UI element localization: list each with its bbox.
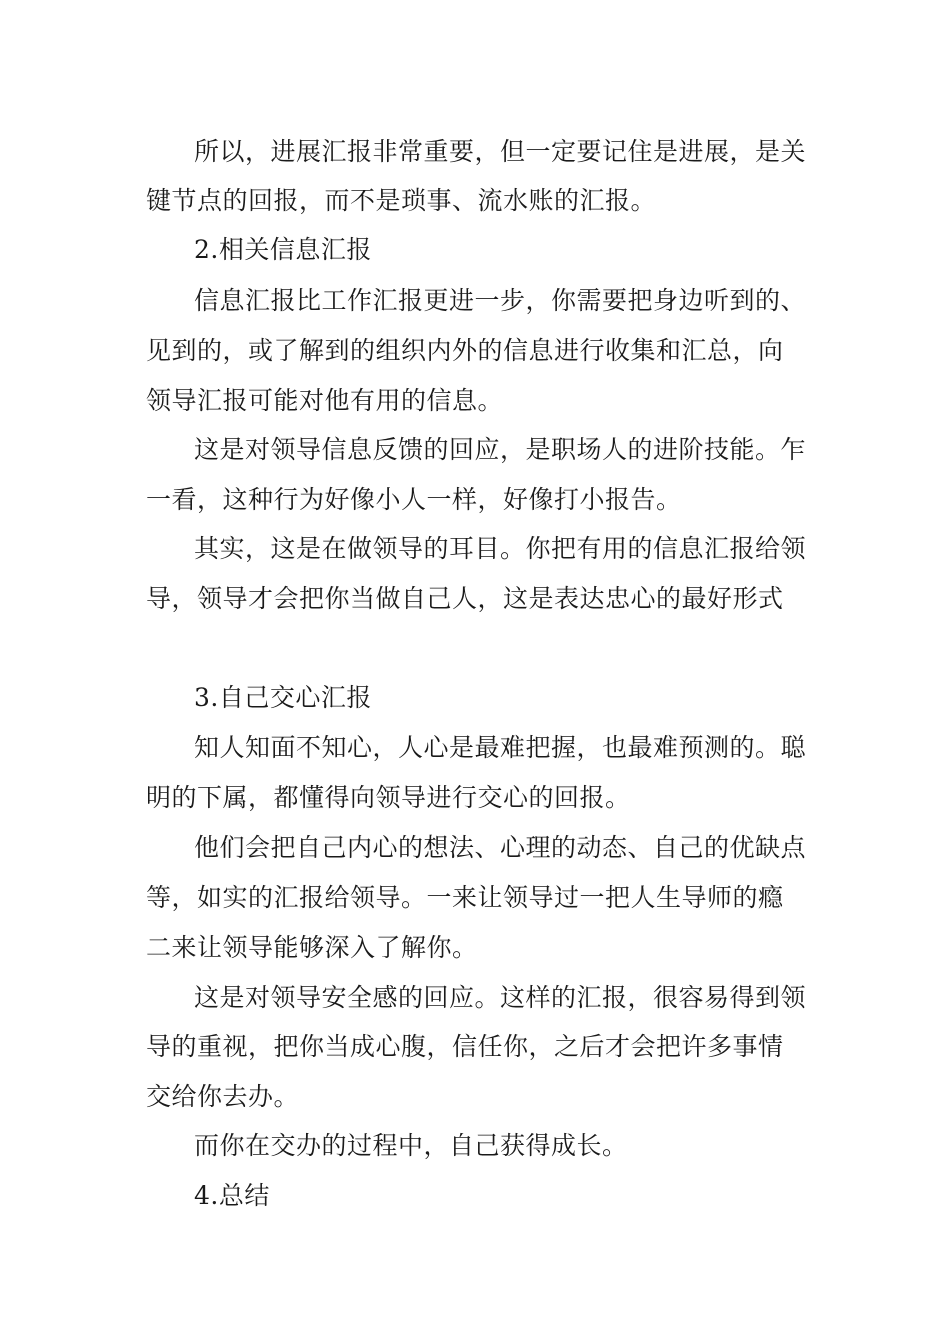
- paragraph-line: 明的下属，都懂得向领导进行交心的回报。: [146, 783, 631, 812]
- paragraph-line: 所以，进展汇报非常重要，但一定要记住是进展，是关: [194, 137, 807, 166]
- paragraph-line: 知人知面不知心，人心是最难把握，也最难预测的。聪: [194, 733, 807, 762]
- paragraph-line: 交给你去办。: [146, 1082, 300, 1111]
- section-heading: 3.自己交心汇报: [194, 683, 372, 712]
- paragraph-line: 领导汇报可能对他有用的信息。: [146, 386, 504, 415]
- paragraph-line: 而你在交办的过程中，自己获得成长。: [194, 1131, 628, 1160]
- paragraph-line: 导的重视，把你当成心腹，信任你，之后才会把许多事情: [146, 1032, 784, 1061]
- paragraph-line: 等，如实的汇报给领导。一来让领导过一把人生导师的瘾: [146, 883, 784, 912]
- paragraph-line: 键节点的回报，而不是琐事、流水账的汇报。: [146, 186, 657, 215]
- paragraph-line: 一看，这种行为好像小人一样，好像打小报告。: [146, 485, 682, 514]
- section-heading: 4.总结: [194, 1181, 270, 1210]
- paragraph-line: 二来让领导能够深入了解你。: [146, 933, 478, 962]
- paragraph-line: 其实，这是在做领导的耳目。你把有用的信息汇报给领: [194, 534, 807, 563]
- paragraph-line: 这是对领导信息反馈的回应，是职场人的进阶技能。乍: [194, 435, 807, 464]
- paragraph-line: 见到的，或了解到的组织内外的信息进行收集和汇总，向: [146, 336, 784, 365]
- paragraph-line: 他们会把自己内心的想法、心理的动态、自己的优缺点: [194, 833, 807, 862]
- paragraph-line: 信息汇报比工作汇报更进一步，你需要把身边听到的、: [194, 286, 807, 315]
- paragraph-line: 这是对领导安全感的回应。这样的汇报，很容易得到领: [194, 983, 807, 1012]
- paragraph-line: 导，领导才会把你当做自己人，这是表达忠心的最好形式: [146, 584, 784, 613]
- section-heading: 2.相关信息汇报: [194, 235, 372, 264]
